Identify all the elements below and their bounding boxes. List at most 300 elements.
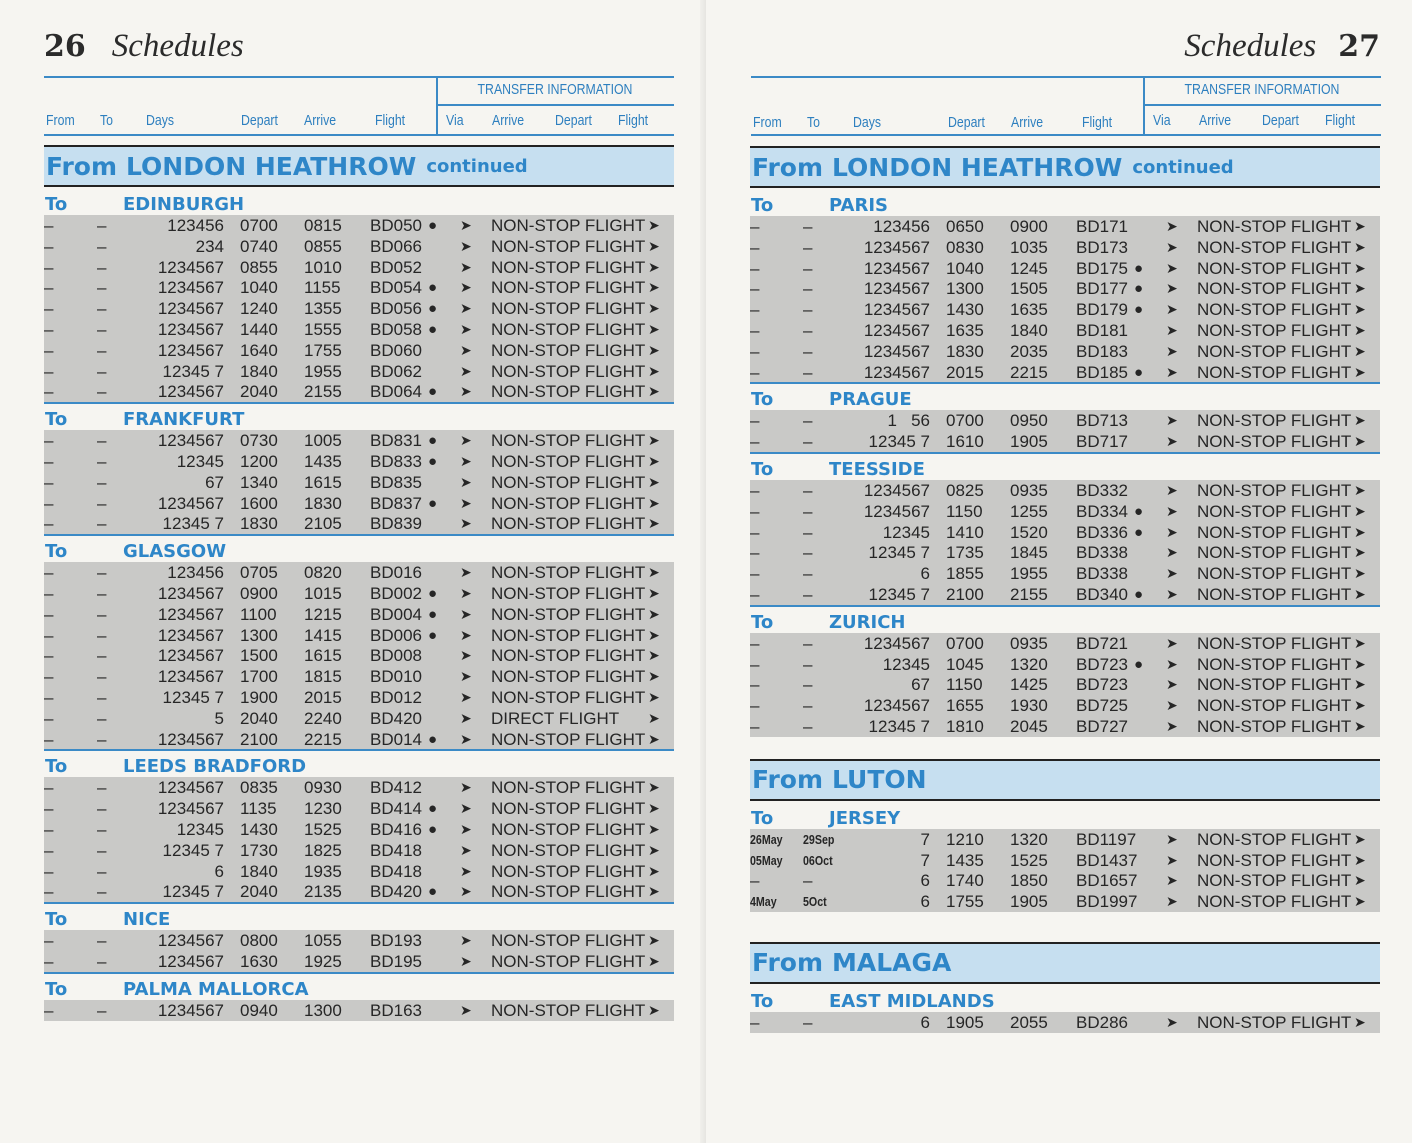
arrive-time: 1245 [1010, 258, 1048, 278]
arrow-icon: ➤ [648, 237, 660, 254]
arrow-icon: ➤ [648, 258, 660, 275]
bullet-icon: ● [1134, 585, 1144, 603]
col-transfer-arrive: Arrive [492, 112, 525, 129]
arrow-icon: ➤ [648, 668, 660, 685]
valid-to: – [97, 840, 107, 860]
table-row [750, 216, 1380, 237]
transfer-info: NON-STOP FLIGHT [1197, 871, 1352, 891]
arrow-icon: ➤ [460, 452, 472, 469]
transfer-info: NON-STOP FLIGHT [491, 583, 646, 603]
arrow-icon: ➤ [1354, 412, 1366, 429]
operating-days: 1234567 [863, 341, 930, 361]
operating-days: 1234567 [863, 300, 930, 320]
col-transfer-flight: Flight [618, 112, 649, 129]
destination-name: GLASGOW [123, 541, 227, 563]
arrow-icon: ➤ [460, 709, 472, 726]
operating-days: 1234567 [157, 431, 224, 451]
arrive-time: 2015 [304, 687, 342, 707]
valid-from: – [44, 778, 54, 798]
from-label: From [752, 948, 824, 978]
table-row [44, 930, 674, 951]
transfer-info: NON-STOP FLIGHT [491, 840, 646, 860]
arrow-icon: ➤ [1354, 565, 1366, 582]
flight-table [44, 1000, 674, 1021]
bullet-icon: ● [428, 820, 438, 838]
arrive-time: 1525 [304, 819, 342, 839]
table-row [44, 708, 674, 729]
valid-from: – [44, 1000, 54, 1020]
arrive-time: 1505 [1010, 279, 1048, 299]
arrow-icon: ➤ [1354, 342, 1366, 359]
arrive-time: 2215 [1010, 362, 1048, 382]
flight-number: BD721 [1076, 633, 1128, 653]
table-row [44, 951, 674, 972]
arrive-time: 1005 [304, 431, 342, 451]
arrow-icon: ➤ [648, 362, 660, 379]
to-label: To [751, 990, 774, 1012]
depart-time: 1840 [240, 361, 278, 381]
destination-heading [750, 611, 1380, 633]
valid-to: – [803, 341, 813, 361]
operating-days: 1234567 [863, 320, 930, 340]
arrow-icon: ➤ [648, 841, 660, 858]
arrow-icon: ➤ [1354, 321, 1366, 338]
operating-days: 67 [911, 675, 930, 695]
table-row [750, 674, 1380, 695]
valid-from: – [44, 951, 54, 971]
arrow-icon: ➤ [1166, 433, 1178, 450]
col-flight: Flight [1082, 114, 1113, 131]
arrow-icon: ➤ [460, 779, 472, 796]
depart-time: 1300 [946, 279, 984, 299]
valid-from: – [750, 543, 760, 563]
depart-time: 2040 [240, 882, 278, 902]
valid-to: – [97, 216, 107, 235]
table-row [44, 687, 674, 708]
transfer-info: NON-STOP FLIGHT [1197, 480, 1352, 500]
depart-time: 0740 [240, 236, 278, 256]
valid-to: – [97, 667, 107, 687]
flight-number: BD193 [370, 931, 422, 951]
flight-number: BD338 [1076, 564, 1128, 584]
arrive-time: 0820 [304, 563, 342, 583]
valid-from: – [750, 320, 760, 340]
valid-from: – [44, 799, 54, 819]
operating-days: 1 56 [887, 411, 930, 431]
depart-time: 1300 [240, 625, 278, 645]
flight-table [44, 562, 674, 751]
flight-number: BD195 [370, 951, 422, 971]
to-label: To [45, 541, 68, 563]
valid-from: – [750, 258, 760, 278]
table-row [44, 472, 674, 493]
table-row [750, 584, 1380, 605]
transfer-info: NON-STOP FLIGHT [491, 819, 646, 839]
arrive-time: 1525 [1010, 850, 1048, 870]
arrive-time: 2155 [304, 382, 342, 402]
valid-to: – [803, 320, 813, 340]
valid-from: – [44, 840, 54, 860]
origin-airport: LONDON HEATHROW [832, 152, 1123, 182]
flight-number: BD332 [1076, 480, 1128, 500]
arrive-time: 1320 [1010, 654, 1048, 674]
transfer-info: NON-STOP FLIGHT [491, 361, 646, 381]
transfer-info: NON-STOP FLIGHT [1197, 411, 1352, 431]
valid-from: – [44, 931, 54, 951]
valid-from: – [750, 654, 760, 674]
operating-days: 67 [205, 472, 224, 492]
bullet-icon: ● [428, 320, 438, 338]
arrow-icon: ➤ [648, 584, 660, 601]
arrow-icon: ➤ [460, 883, 472, 900]
valid-to: – [803, 300, 813, 320]
flight-number: BD062 [370, 361, 422, 381]
valid-from: – [44, 819, 54, 839]
bullet-icon: ● [428, 300, 438, 318]
valid-to: – [97, 687, 107, 707]
flight-number: BD839 [370, 514, 422, 534]
valid-from: – [750, 1012, 760, 1032]
transfer-info: NON-STOP FLIGHT [491, 604, 646, 624]
transfer-info: NON-STOP FLIGHT [491, 340, 646, 360]
operating-days: 1234567 [157, 778, 224, 798]
flight-number: BD016 [370, 563, 422, 583]
bullet-icon: ● [428, 279, 438, 297]
transfer-information-label: TRANSFER INFORMATION [477, 81, 633, 98]
arrow-icon: ➤ [1354, 585, 1366, 602]
valid-to: – [803, 696, 813, 716]
valid-from: – [44, 431, 54, 451]
operating-days: 6 [214, 861, 224, 881]
table-row [750, 480, 1380, 501]
depart-time: 1810 [946, 716, 984, 736]
arrive-time: 0935 [1010, 633, 1048, 653]
arrow-icon: ➤ [1354, 218, 1366, 234]
destination-heading [750, 807, 1380, 829]
origin-airport: LONDON HEATHROW [126, 151, 417, 181]
to-label: To [751, 807, 774, 829]
depart-time: 1210 [946, 829, 984, 849]
table-row [44, 319, 674, 340]
arrive-time: 1415 [304, 625, 342, 645]
flight-table [750, 829, 1380, 912]
transfer-info: NON-STOP FLIGHT [491, 493, 646, 513]
arrive-time: 1955 [304, 361, 342, 381]
depart-time: 1855 [946, 564, 984, 584]
flight-number: BD173 [1076, 237, 1128, 257]
arrow-icon: ➤ [460, 320, 472, 337]
arrow-icon: ➤ [648, 709, 660, 726]
transfer-info: NON-STOP FLIGHT [491, 472, 646, 492]
table-row [750, 501, 1380, 522]
flight-number: BD723 [1076, 654, 1128, 674]
table-row [44, 645, 674, 666]
depart-time: 1100 [240, 604, 277, 624]
arrow-icon: ➤ [648, 952, 660, 969]
arrow-icon: ➤ [1354, 872, 1366, 889]
valid-to: – [97, 625, 107, 645]
arrow-icon: ➤ [460, 237, 472, 254]
transfer-info: NON-STOP FLIGHT [491, 451, 646, 471]
valid-from: – [750, 362, 760, 382]
operating-days: 1234567 [863, 237, 930, 257]
depart-time: 1045 [946, 654, 984, 674]
depart-time: 0730 [240, 431, 278, 451]
arrow-icon: ➤ [1354, 1013, 1366, 1030]
flight-number: BD340 [1076, 584, 1128, 604]
operating-days: 1234567 [157, 583, 224, 603]
arrive-time: 1255 [1010, 501, 1048, 521]
destination-name: TEESSIDE [829, 458, 925, 480]
operating-days: 12345 [882, 654, 930, 674]
transfer-info: NON-STOP FLIGHT [491, 299, 646, 319]
depart-time: 1735 [946, 543, 984, 563]
valid-to: – [97, 819, 107, 839]
depart-time: 1410 [946, 522, 984, 542]
arrive-time: 1825 [304, 840, 342, 860]
valid-from: – [44, 278, 54, 298]
operating-days: 7 [920, 850, 930, 870]
transfer-info: NON-STOP FLIGHT [491, 216, 646, 235]
valid-to: – [97, 451, 107, 471]
valid-from: – [44, 861, 54, 881]
arrow-icon: ➤ [648, 300, 660, 317]
valid-to: – [97, 882, 107, 902]
flight-table [750, 480, 1380, 607]
valid-to: – [803, 237, 813, 257]
valid-to: – [97, 382, 107, 402]
arrow-icon: ➤ [1166, 565, 1178, 582]
arrive-time: 1755 [304, 340, 342, 360]
col-from: From [46, 112, 75, 129]
col-from: From [753, 114, 782, 131]
table-row [44, 562, 674, 583]
table-row [750, 410, 1380, 431]
transfer-info: NON-STOP FLIGHT [491, 625, 646, 645]
operating-days: 1234567 [863, 258, 930, 278]
col-to: To [100, 112, 113, 129]
operating-days: 1234567 [157, 340, 224, 360]
operating-days: 1234567 [863, 362, 930, 382]
flight-number: BD727 [1076, 716, 1128, 736]
arrive-time: 2240 [304, 708, 342, 728]
table-row [750, 850, 1380, 871]
page-title: Schedules [111, 28, 244, 64]
operating-days: 1234567 [863, 480, 930, 500]
arrow-icon: ➤ [460, 820, 472, 837]
valid-from: – [44, 340, 54, 360]
transfer-info: NON-STOP FLIGHT [1197, 829, 1352, 849]
table-row [750, 542, 1380, 563]
to-label: To [45, 194, 68, 215]
arrow-icon: ➤ [460, 515, 472, 532]
valid-to: – [97, 583, 107, 603]
depart-time: 1730 [240, 840, 278, 860]
arrow-icon: ➤ [460, 258, 472, 275]
table-row [44, 861, 674, 882]
arrow-icon: ➤ [460, 605, 472, 622]
bullet-icon: ● [428, 383, 438, 401]
valid-to: – [803, 501, 813, 521]
flight-number: BD185 [1076, 362, 1128, 382]
depart-time: 1905 [946, 1012, 984, 1032]
transfer-info: NON-STOP FLIGHT [491, 319, 646, 339]
flight-number: BD179 [1076, 300, 1128, 320]
operating-days: 1234567 [157, 1000, 224, 1020]
table-row [750, 1012, 1380, 1033]
table-row [44, 666, 674, 687]
valid-to: – [97, 299, 107, 319]
arrive-time: 1520 [1010, 522, 1048, 542]
col-via: Via [446, 112, 464, 129]
valid-from: – [44, 882, 54, 902]
arrive-time: 0815 [304, 216, 342, 235]
origin-band [750, 146, 1380, 188]
transfer-info: NON-STOP FLIGHT [491, 667, 646, 687]
arrow-icon: ➤ [648, 800, 660, 817]
flight-number: BD420 [370, 708, 422, 728]
valid-from: – [750, 501, 760, 521]
operating-days: 1234567 [863, 501, 930, 521]
flight-table [44, 930, 674, 974]
destination-name: PALMA MALLORCA [123, 978, 309, 1000]
depart-time: 0700 [240, 216, 278, 235]
depart-time: 0800 [240, 931, 278, 951]
arrow-icon: ➤ [1166, 259, 1178, 276]
arrow-icon: ➤ [1354, 502, 1366, 519]
arrive-time: 1215 [304, 604, 342, 624]
arrow-icon: ➤ [460, 647, 472, 664]
flight-number: BD066 [370, 236, 422, 256]
valid-to: 06Oct [803, 852, 833, 868]
valid-to: – [97, 236, 107, 256]
flight-number: BD1437 [1076, 850, 1138, 870]
arrow-icon: ➤ [460, 362, 472, 379]
flight-number: BD050 [370, 216, 422, 235]
arrow-icon: ➤ [1166, 893, 1178, 910]
valid-to: – [97, 861, 107, 881]
page-heading [1184, 28, 1380, 65]
flight-number: BD723 [1076, 675, 1128, 695]
valid-to: – [97, 931, 107, 951]
arrow-icon: ➤ [648, 217, 660, 233]
valid-from: – [750, 480, 760, 500]
destination-name: NICE [123, 909, 171, 931]
arrow-icon: ➤ [648, 320, 660, 337]
transfer-info: NON-STOP FLIGHT [1197, 258, 1352, 278]
valid-from: – [44, 667, 54, 687]
arrow-icon: ➤ [1354, 433, 1366, 450]
valid-to: – [97, 951, 107, 971]
bullet-icon: ● [428, 494, 438, 512]
arrow-icon: ➤ [648, 515, 660, 532]
page-number: 27 [1338, 29, 1380, 64]
depart-time: 1655 [946, 696, 984, 716]
arrow-icon: ➤ [1166, 342, 1178, 359]
arrive-time: 1320 [1010, 829, 1048, 849]
to-label: To [45, 756, 68, 778]
depart-time: 1340 [240, 472, 278, 492]
depart-time: 1500 [240, 646, 278, 666]
destination-heading [750, 194, 1380, 216]
valid-from: – [750, 237, 760, 257]
flight-table [750, 216, 1380, 384]
depart-time: 0830 [946, 237, 984, 257]
transfer-info: NON-STOP FLIGHT [491, 278, 646, 298]
arrive-time: 1015 [304, 583, 342, 603]
depart-time: 2100 [946, 584, 984, 604]
flight-number: BD014 [370, 729, 422, 749]
flight-number: BD833 [370, 451, 422, 471]
table-row [44, 381, 674, 402]
operating-days: 1234567 [157, 382, 224, 402]
transfer-info: NON-STOP FLIGHT [1197, 217, 1352, 236]
col-transfer-depart: Depart [555, 112, 592, 129]
table-row [44, 777, 674, 798]
table-row [44, 236, 674, 257]
arrow-icon: ➤ [1354, 717, 1366, 734]
operating-days: 12345 7 [868, 584, 930, 604]
to-label: To [751, 611, 774, 633]
arrow-icon: ➤ [1166, 655, 1178, 672]
table-row [750, 695, 1380, 716]
arrow-icon: ➤ [1354, 259, 1366, 276]
arrow-icon: ➤ [648, 383, 660, 400]
depart-time: 2040 [240, 382, 278, 402]
valid-to: – [803, 564, 813, 584]
arrive-time: 1155 [304, 278, 341, 298]
flight-number: BD717 [1076, 432, 1128, 452]
operating-days: 7 [920, 829, 930, 849]
arrow-icon: ➤ [1354, 893, 1366, 910]
arrow-icon: ➤ [460, 584, 472, 601]
flight-table [44, 215, 674, 404]
flight-number: BD054 [370, 278, 422, 298]
flight-number: BD006 [370, 625, 422, 645]
arrow-icon: ➤ [460, 932, 472, 949]
operating-days: 12345 [882, 522, 930, 542]
transfer-info: NON-STOP FLIGHT [1197, 633, 1352, 653]
arrow-icon: ➤ [648, 494, 660, 511]
column-header [751, 76, 1381, 136]
valid-from: – [44, 625, 54, 645]
arrow-icon: ➤ [648, 605, 660, 622]
arrive-time: 1850 [1010, 871, 1048, 891]
flight-table [44, 777, 674, 904]
destination-name: PARIS [829, 195, 888, 216]
table-row [44, 340, 674, 361]
arrow-icon: ➤ [1354, 280, 1366, 297]
table-row [750, 299, 1380, 320]
valid-to: – [97, 778, 107, 798]
depart-time: 1200 [240, 451, 278, 471]
arrive-time: 1435 [304, 451, 342, 471]
to-label: To [751, 195, 774, 216]
arrow-icon: ➤ [460, 564, 472, 581]
operating-days: 12345 7 [162, 687, 224, 707]
arrow-icon: ➤ [648, 432, 660, 449]
arrow-icon: ➤ [1354, 655, 1366, 672]
valid-from: – [750, 564, 760, 584]
schedule-block [750, 146, 1380, 1033]
arrow-icon: ➤ [1166, 523, 1178, 540]
valid-to: – [97, 361, 107, 381]
bullet-icon: ● [428, 730, 438, 748]
arrive-time: 2055 [1010, 1012, 1048, 1032]
operating-days: 12345 [176, 819, 224, 839]
arrow-icon: ➤ [648, 688, 660, 705]
col-flight: Flight [375, 112, 406, 129]
